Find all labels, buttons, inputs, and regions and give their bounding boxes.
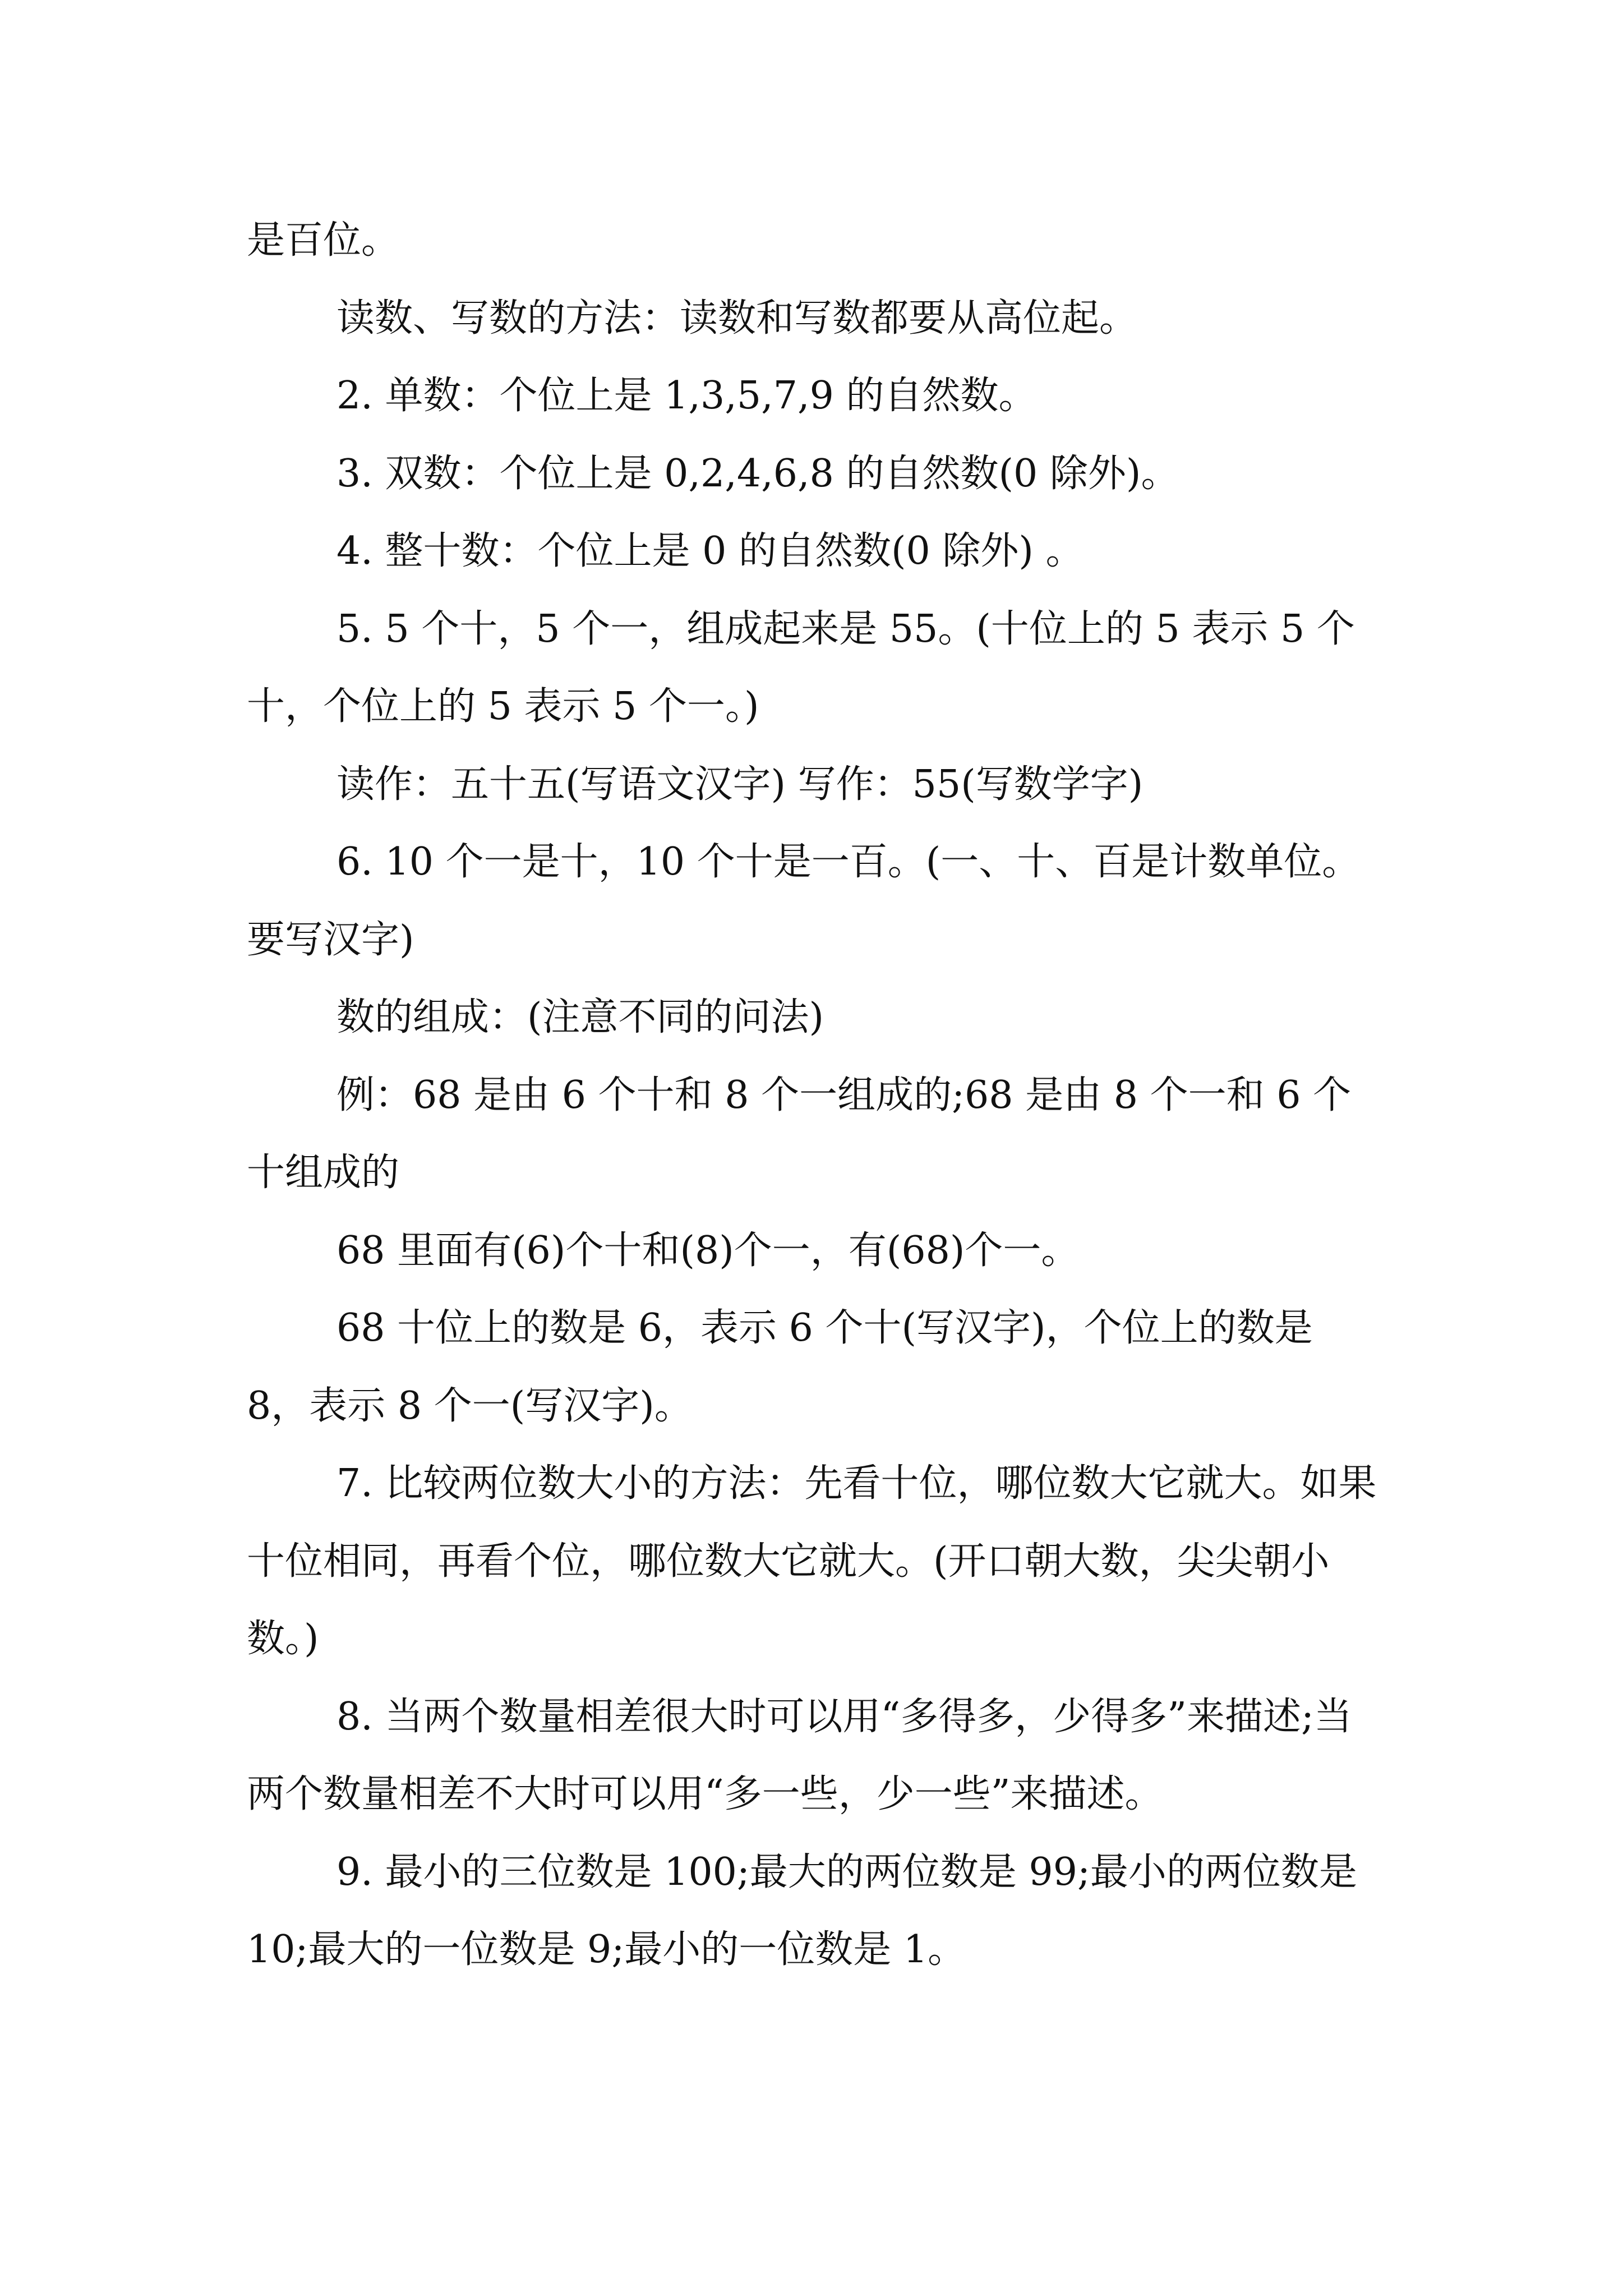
document-body: [247, 202, 1385, 1989]
paragraph-read-write-55: 读作：五十五(写语文汉字) 写作：55(写数学字): [336, 762, 1144, 807]
paragraph-68-place-values: 68 十位上的数是 6，表示 6 个十(写汉字)，个位上的数是 8，表示 8 个一(写汉字)。: [247, 1306, 1313, 1428]
paragraph-odd-numbers: 2. 单数：个位上是 1,3,5,7,9 的自然数。: [336, 374, 1037, 418]
paragraph-compare-two-digit: 7. 比较两位数大小的方法：先看十位，哪位数大它就大。如果十位相同，再看个位，哪位数大它就大。(开口朝大数，尖尖朝小数。): [247, 1461, 1377, 1661]
paragraph-reading-writing-method: 读数、写数的方法：读数和写数都要从高位起。: [336, 296, 1138, 341]
paragraph-even-numbers: 3. 双数：个位上是 0,2,4,6,8 的自然数(0 除外)。: [336, 451, 1179, 496]
paragraph-describe-differences: 8. 当两个数量相差很大时可以用“多得多，少得多”来描述;当两个数量相差不大时可以用“多一些，少一些”来描述。: [247, 1694, 1352, 1816]
paragraph-68-contains: 68 里面有(6)个十和(8)个一，有(68)个一。: [336, 1228, 1080, 1273]
paragraph-counting-units: 6. 10 个一是十，10 个十是一百。(一、十、百是计数单位。要写汉字): [247, 840, 1361, 962]
paragraph-whole-tens: 4. 整十数：个位上是 0 的自然数(0 除外) 。: [336, 529, 1084, 573]
paragraph-number-composition-heading: 数的组成：(注意不同的问法): [336, 995, 824, 1039]
paragraph-hundreds-place: 是百位。: [247, 218, 400, 263]
paragraph-composition-55: 5. 5 个十，5 个一，组成起来是 55。(十位上的 5 表示 5 个十，个位上的 5 表示 5 个一。): [247, 606, 1355, 729]
paragraph-example-68: 例：68 是由 6 个十和 8 个一组成的;68 是由 8 个一和 6 个十组成的: [247, 1073, 1352, 1195]
paragraph-min-max-numbers: 9. 最小的三位数是 100;最大的两位数是 99;最小的两位数是 10;最大的一位数是 9;最小的一位数是 1。: [247, 1849, 1357, 1972]
